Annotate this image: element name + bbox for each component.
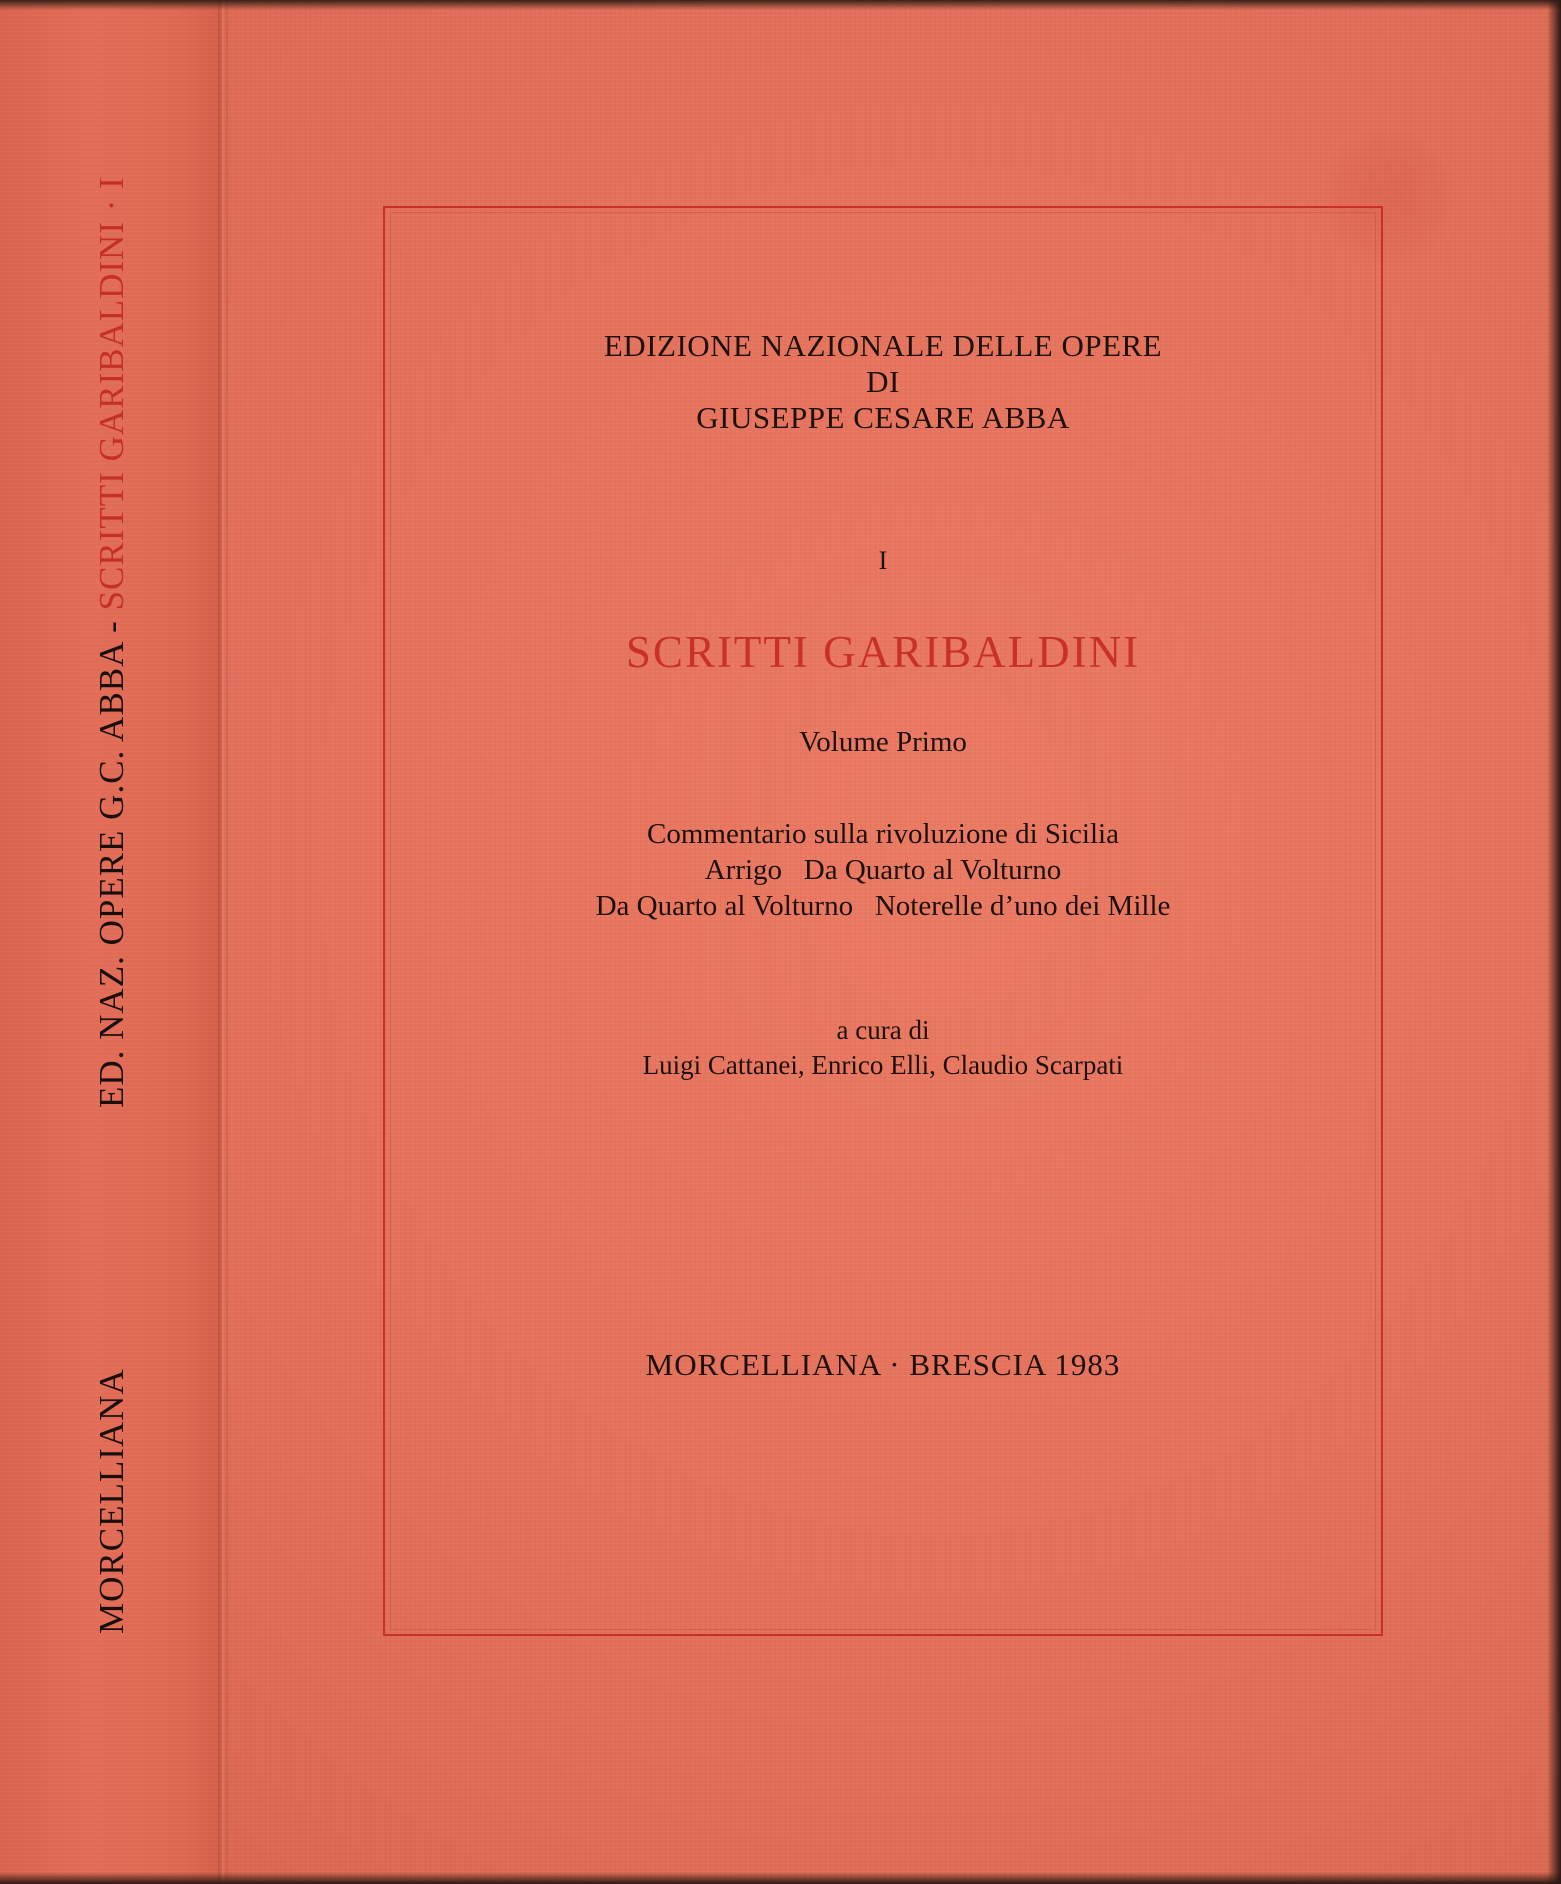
publisher-imprint: MORCELLIANA · BRESCIA 1983: [645, 1347, 1121, 1382]
spine-hinge: [218, 0, 228, 1884]
book-spine: [0, 0, 222, 1884]
series-line-1: EDIZIONE NAZIONALE DELLE OPERE: [603, 328, 1163, 363]
spine-title-main: ED. NAZ. OPERE G.C. ABBA -: [92, 610, 131, 1108]
contents-line-2: Arrigo Da Quarto al Volturno: [704, 854, 1062, 886]
volume-number: I: [878, 546, 888, 575]
series-line-3: GIUSEPPE CESARE ABBA: [696, 400, 1070, 435]
volume-label: Volume Primo: [799, 726, 967, 758]
contents-line-3: Da Quarto al Volturno Noterelle d’uno dei Mille: [595, 890, 1171, 922]
editor-intro: a cura di: [836, 1015, 930, 1045]
book-title: SCRITTI GARIBALDINI: [625, 627, 1141, 677]
series-line-2: DI: [866, 364, 900, 399]
spine-title-red: SCRITTI GARIBALDINI · I: [92, 176, 131, 611]
edge-shadow-bottom: [0, 1872, 1561, 1884]
edge-shadow-top: [0, 0, 1561, 10]
spine-title: [92, 176, 132, 1108]
editors: Luigi Cattanei, Enrico Elli, Claudio Scarpati: [642, 1050, 1124, 1080]
edge-shadow-right: [1547, 0, 1561, 1884]
spine-publisher: MORCELLIANA: [92, 1368, 131, 1634]
contents-line-1: Commentario sulla rivoluzione di Sicilia: [647, 818, 1119, 850]
